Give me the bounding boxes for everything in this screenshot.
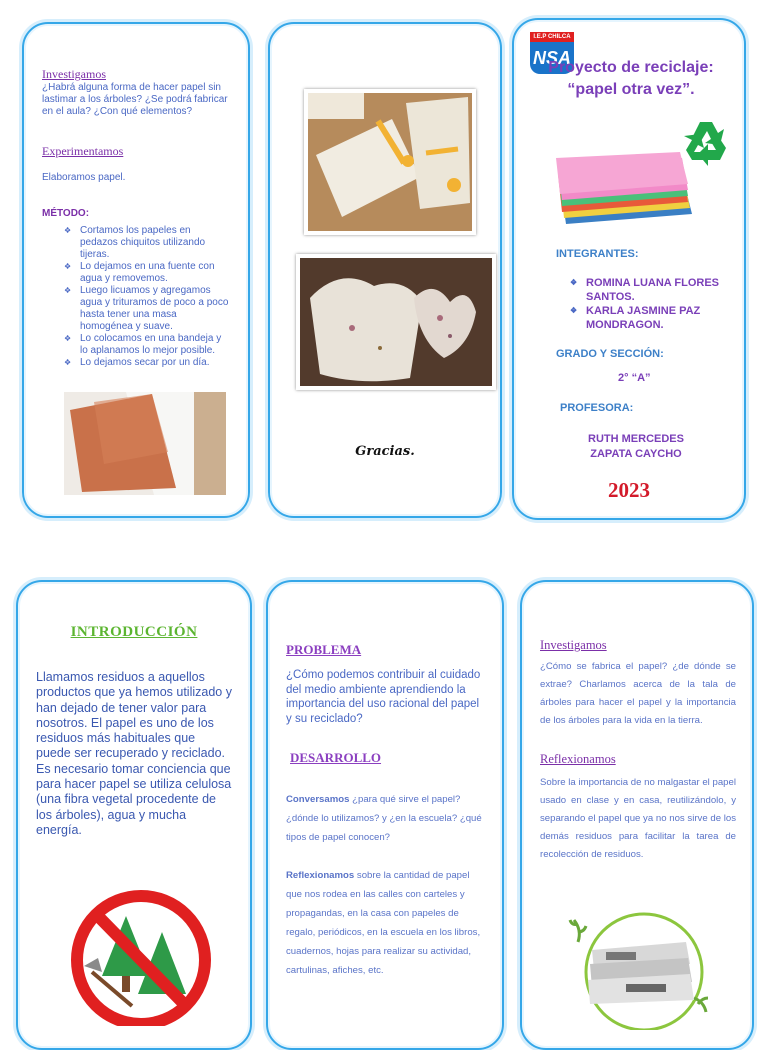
metodo-heading: MÉTODO: [42, 208, 90, 219]
investigamos-heading: Investigamos [42, 67, 106, 81]
reflexionamos-heading: Reflexionamos [540, 752, 616, 766]
investigamos-text-2: ¿Cómo se fabrica el papel? ¿de dónde se extrae? Charlamos acerca de la tala de árboles para hacer el papel y la importancia de los árboles para la vida en la tierra. [540, 661, 736, 726]
reflexionamos-text-2: Sobre la importancia de no malgastar el papel usado en clase y en casa, reutilizándolo, y separando el papel que ya no nos sirve de los demás residuos para facilitar la tarea de recolección de residuos. [540, 777, 736, 860]
member-item: ❖ ROMINA LUANA FLORES SANTOS. [570, 276, 720, 304]
members-list [570, 276, 720, 332]
method-step: ❖ Lo dejamos en una fuente con agua y removemos. [64, 261, 229, 285]
panel-cover [512, 18, 746, 520]
panel-problema-desarrollo [266, 580, 504, 1050]
member-item: ❖ KARLA JASMINE PAZ MONDRAGON. [570, 304, 720, 332]
profesora-name: RUTH MERCEDES ZAPATA CAYCHO [588, 433, 684, 460]
reflexionamos-text: sobre la cantidad de papel que nos rodea en las calles con carteles y propagandas, en la casa con papeles de regalo, periódicos, en la escuela en los libros, cuadernos, hojas para realizar su actividad, cartulinas, afiches, etc. [286, 870, 481, 976]
school-logo-badge: NSA [530, 42, 574, 74]
no-tree-cutting-image [62, 876, 220, 1026]
thanks-text: Gracias. [355, 444, 415, 459]
problema-heading: PROBLEMA [286, 642, 362, 657]
grado-label: GRADO Y SECCIÓN: [556, 348, 664, 360]
conversamos-label: Conversamos [286, 794, 350, 805]
school-logo-top: I.E.P CHILCA [530, 32, 574, 42]
newspaper-stack-image [566, 900, 716, 1030]
integrantes-label: INTEGRANTES: [556, 248, 639, 260]
handmade-paper-tags-photo [296, 254, 496, 390]
method-step: ❖ Luego licuamos y agregamos agua y trituramos de poco a poco hasta tener una masa homogénea y suave. [64, 285, 229, 333]
desarrollo-heading: DESARROLLO [290, 750, 382, 765]
introduccion-heading: INTRODUCCIÓN [70, 624, 198, 640]
investigamos-text: ¿Habrá alguna forma de hacer papel sin lastimar a los árboles? ¿Se podrá fabricar en el aula? ¿Con qué elementos? [42, 82, 228, 117]
colored-paper-stack-image [554, 148, 694, 228]
year-text: 2023 [608, 478, 650, 502]
reflexionamos-label: Reflexionamos [286, 870, 355, 881]
experimentamos-heading: Experimentamos [42, 144, 124, 158]
method-steps [64, 225, 229, 369]
introduccion-text: Llamamos residuos a aquellos productos que ya hemos utilizado y han dejado de tener valor para nosotros. El papel es uno de los residuos más habituales que puede ser recuperado y reciclado. Es necesario tomar conciencia que para hacer papel se utiliza celulosa (una fibra vegetal procedente de los árboles), agua y mucha energía. [36, 670, 232, 837]
recycled-paper-photo [64, 392, 226, 495]
conversamos-paragraph [286, 790, 486, 847]
panel-investigamos-reflexionamos [520, 580, 754, 1050]
grado-value: 2° “A” [618, 372, 651, 384]
method-step: ❖ Lo dejamos secar por un día. [64, 357, 229, 369]
problema-text: ¿Cómo podemos contribuir al cuidado del medio ambiente aprendiendo la importancia del uso racional del papel y su reciclado? [286, 669, 481, 725]
panel-investigamos-metodo [22, 22, 250, 518]
investigamos-heading-2: Investigamos [540, 638, 607, 652]
conversamos-text: ¿para qué sirve el papel? ¿dónde lo utilizamos? y ¿en la escuela? ¿qué tipos de papel conocen? [286, 794, 482, 843]
panel-introduccion [16, 580, 252, 1050]
project-title: Proyecto de reciclaje: “papel otra vez”. [548, 59, 714, 98]
profesora-label: PROFESORA: [560, 402, 634, 414]
method-step: ❖ Lo colocamos en una bandeja y lo aplanamos lo mejor posible. [64, 333, 229, 357]
panel-photos [268, 22, 502, 518]
experimentamos-text: Elaboramos papel. [42, 172, 126, 183]
handmade-paper-cards-photo [304, 89, 476, 235]
reflexionamos-paragraph [286, 866, 486, 980]
method-step: ❖ Cortamos los papeles en pedazos chiquitos utilizando tijeras. [64, 225, 229, 261]
